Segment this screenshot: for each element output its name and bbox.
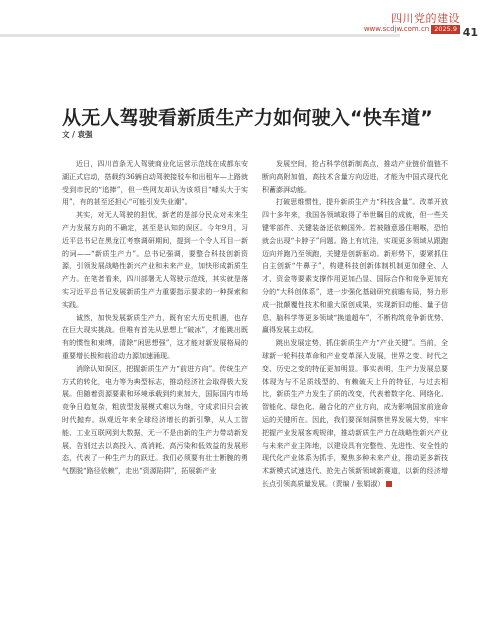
right-column	[262, 158, 448, 491]
page-number: 41	[462, 26, 478, 39]
paragraph: 其实，对无人驾驶的担忧，新老的是部分民众对未来生产力发展方向的不确定，甚至是认知的误区。今年9月，习近平总书记在黑龙江考察调研期间，提到一个令人耳目一新的词——“新质生产力”。总书记强调，要整合科技创新资源，引领发展战略性新兴产业和未来产业，加快形成新质生产力。在笔者看来，四川部署无人驾驶示范线，其实就是落实习近平总书记发展新质生产力重要指示要求的一种探索和实践。	[62, 211, 248, 309]
paragraph	[262, 337, 448, 491]
left-column	[62, 158, 248, 478]
end-mark-icon	[386, 481, 392, 487]
masthead	[364, 12, 460, 34]
paragraph: 近日，四川首条无人驾驶商业化运营示范线在成都东安湖正式启动，搭载约36辆自动驾驶接驳车和出租车—上路就受到市民的“追捧”，但一些网友却认为该项目“噱头大于实用”，有的甚至还担心“可能引发失业潮”。	[62, 160, 248, 207]
magazine-url	[364, 25, 460, 34]
byline: 文 / 袁强	[62, 130, 93, 139]
final-paragraph-text: 跳出发展定势，抓住新质生产力“产业关键”。当前，全球新一轮科技革命和产业变革深入发展，世界之变、时代之变、历史之变的特征更加明显。事实表明，生产力发展总要体现为与不足质线型的、有赖破天上升的特征，与过去相比，新质生产力发生了质的改变，代表着数字化、网络化、智能化、绿色化、融合化的产业方向，成为影响国家前途命运的关键所在。因此，我们要深刻洞察世界发展大势，牢牢把握产业发展客观规律，推动新质生产力在战略性新兴产业与未来产业主阵地，以建设具有完整性、先进性、安全性的现代化产业体系为抓手，聚焦多种未来产业，推动更多新技术新模式试速迭代、抢先占领新领域新赛道，以新的经济增长点引领高质量发展。（责编 / 张娟淑）	[262, 339, 448, 488]
article-title: 从无人驾驶看新质生产力如何驶入“快车道”	[62, 106, 433, 129]
paragraph: 消除认知误区，把握新质生产力“前进方向”。传统生产方式的转化，电力等为典型标志，推动经济社会取得极大发展。但随着资源要素和环境承载到约束加大，国际国内市场竞争日趋复杂，粗放型发展模式难以为继，守成求旧只会被时代抛弃。纵观近年来全球经济增长的新引擎，从人工智能、工业互联网到大数据，无一不是由新的生产力带动新发展、告别过去以高投入、高消耗、高污染和低效益的发展形态，代表了一种生产力的跃迁。我们必须要有壮士断腕的勇气摆脱“路径依赖”，走出“资源陷阱”，拓展新产业	[62, 364, 248, 476]
paragraph: 打破思维惯性，提升新质生产力“科技含量”。改革开放四十多年来，我国各领域取得了举世瞩目的成就，但一些关键零部件、关键装备还依赖国外。若被随意遏住咽喉，恐怕就会出现“卡脖子”问题。路上有坑洼，实现更多领域从跟跑迈向并跑乃至领跑，关键是创新驱动。新形势下，要紧抓住自主创新“牛鼻子”，构建科技创新体制机制更加健全、人才、资金等要素支撑作用更加凸显、国际合作和竞争更加充分的“大科创体系”，进一步强化基础研究前瞻布局，努力形成一批颠覆性技术和重大原创成果，实现新旧动能、量子信息、脑科学等更多领域“换道超车”，不断构筑竞争新优势、赢得发展主动权。	[262, 198, 448, 335]
magazine-name: 四川党的建设	[391, 12, 460, 25]
paragraph: 发展空间，抢占科学创新制高点，推动产业链价值链不断向高附加值、高技术含量方向迈进，才能为中国式现代化积蓄澎湃动能。	[262, 160, 448, 194]
issue-badge: 2025.9	[431, 25, 460, 34]
paragraph: 诚然，加快发展新质生产力，既有宏大历史机遇，也存在巨大现实挑战。但唯有首先从思想上“破冰”，才能跳出既有的惯性和束缚，清除“闲思想强”，这才能对新发展格局的重要增长极和前沿动力源加速涌现。	[62, 313, 248, 360]
magazine-url-text: www.scdjw.com.cn	[363, 25, 430, 33]
header-rule	[0, 34, 400, 37]
